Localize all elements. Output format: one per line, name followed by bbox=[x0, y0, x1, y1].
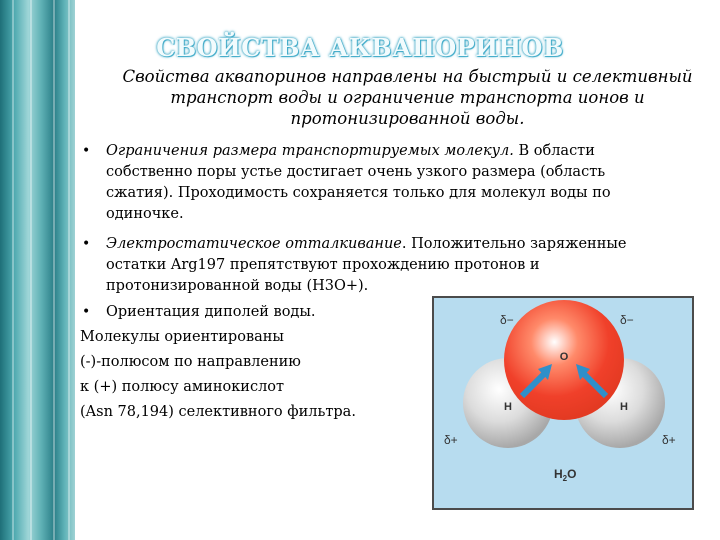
formula-label bbox=[554, 467, 576, 483]
item-2-line-2: остатки Arg197 препятствуют прохождению протонов и bbox=[106, 257, 540, 273]
item-2-lead: Электростатическое отталкивание bbox=[106, 236, 402, 252]
item-3-line-1: Ориентация диполей воды. bbox=[106, 304, 316, 320]
water-molecule-figure bbox=[432, 296, 694, 510]
oxygen-label: O bbox=[559, 351, 569, 363]
item-1-lead: Ограничения размера транспортируемых молекул. bbox=[106, 143, 514, 159]
item-2-line-3: протонизированной воды (H3O+). bbox=[106, 278, 369, 294]
delta-minus-left: δ− bbox=[500, 313, 514, 327]
delta-plus-left: δ+ bbox=[444, 433, 458, 447]
water-molecule-diagram bbox=[434, 298, 692, 508]
delta-minus-right: δ− bbox=[620, 313, 634, 327]
item-1-rest: В области bbox=[513, 143, 595, 159]
formula-h: H bbox=[554, 467, 563, 481]
formula-o: O bbox=[567, 467, 577, 481]
item-1-line-2: собственно поры устье достигает очень узкого размера (область bbox=[106, 164, 606, 180]
hydrogen-label-left: H bbox=[504, 401, 512, 413]
slide-subtitle: Свойства аквапоринов направлены на быстрый и селективный транспорт воды и ограничение транспорта ионов и протонизированной воды. bbox=[122, 67, 693, 128]
item-3-text-line: к (+) полюсу аминокислот bbox=[80, 379, 285, 395]
hydrogen-label-right: H bbox=[620, 401, 628, 413]
item-2-rest: . Положительно заряженные bbox=[401, 236, 627, 252]
item-1-line-1 bbox=[106, 141, 718, 162]
item-3-text-line: Молекулы ориентированы bbox=[80, 329, 284, 345]
slide-title: СВОЙСТВА АКВАПОРИНОВ bbox=[156, 33, 564, 62]
item-3-text-line: (-)-полюсом по направлению bbox=[80, 354, 301, 370]
item-2-line-1 bbox=[106, 234, 718, 255]
item-1-line-4: одиночке. bbox=[106, 206, 184, 222]
bullet-marker: • bbox=[82, 304, 91, 320]
item-3-text-line: (Asn 78,194) селективного фильтра. bbox=[80, 404, 356, 420]
bullet-marker: • bbox=[82, 236, 91, 252]
bullet-marker: • bbox=[82, 143, 91, 159]
delta-plus-right: δ+ bbox=[662, 433, 676, 447]
decorative-sidebar bbox=[0, 0, 75, 540]
formula-subscript: 2 bbox=[562, 474, 568, 483]
item-1-line-3: сжатия). Проходимость сохраняется только для молекул воды по bbox=[106, 185, 611, 201]
